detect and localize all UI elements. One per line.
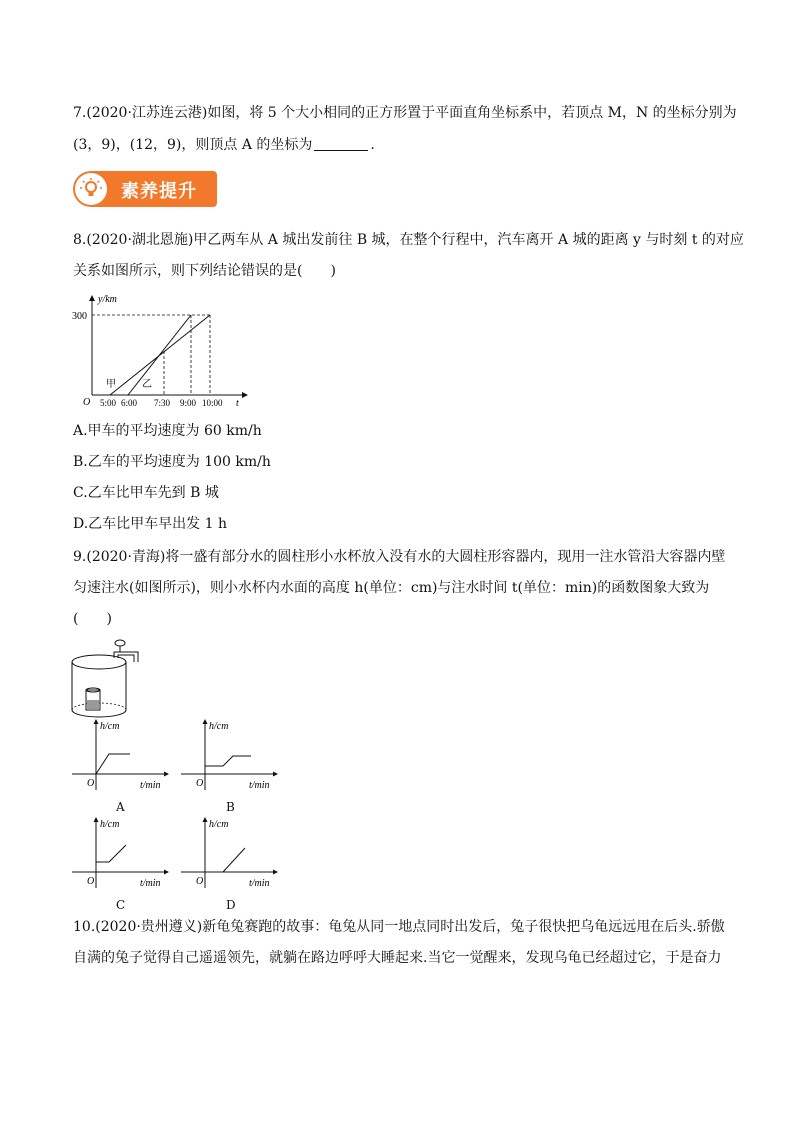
y-axis-label: h/cm [209, 819, 229, 830]
line-yi [128, 315, 191, 395]
lightbulb-icon [75, 173, 107, 205]
label-yi: 乙 [142, 379, 152, 390]
x-tick-500: 5:00 [100, 398, 117, 408]
graph-d-letter: D [226, 898, 236, 912]
graph-a-letter: A [116, 800, 125, 814]
q8-option-a: A.甲车的平均速度为 60 km/h [73, 423, 262, 439]
q7-line2 [73, 135, 375, 155]
x-tick-1000: 10:00 [202, 398, 223, 408]
x-axis-label: t/min [249, 878, 270, 889]
q8-line1: 8.(2020·湖北恩施)甲乙两车从 A 城出发前往 B 城，在整个行程中，汽车离开 A 城的距离 y 与时刻 t 的对应 [73, 232, 744, 248]
badge-label: 素养提升 [121, 181, 197, 202]
q10-line2: 自满的兔子觉得自己遥遥领先，就躺在路边呼呼大睡起来.当它一觉醒来，发现乌龟已经超过它，于是奋力 [73, 950, 722, 966]
graph-curve [223, 848, 245, 872]
q8-line2: 关系如图所示，则下列结论错误的是( ) [73, 263, 336, 279]
q8-graph [72, 290, 257, 410]
q9-graph-d [179, 814, 283, 892]
label-jia: 甲 [106, 379, 116, 390]
x-tick-730: 7:30 [154, 398, 171, 408]
x-tick-600: 6:00 [121, 398, 138, 408]
q7-line1: 7.(2020·江苏连云港)如图，将 5 个大小相同的正方形置于平面直角坐标系中，若顶点 M，N 的坐标分别为 [73, 105, 737, 121]
q8-option-b: B.乙车的平均速度为 100 km/h [73, 454, 271, 470]
section-badge [73, 171, 217, 207]
container-illustration [64, 634, 154, 720]
q8-option-c: C.乙车比甲车先到 B 城 [73, 485, 219, 501]
y-axis-label: h/cm [100, 819, 120, 830]
q9-graph-c [70, 814, 174, 892]
q8-option-d: D.乙车比甲车早出发 1 h [73, 516, 227, 532]
q10-line1: 10.(2020·贵州遵义)新龟兔赛跑的故事：龟兔从同一地点同时出发后，兔子很快把乌龟远远甩在后头.骄傲 [73, 919, 725, 935]
x-axis-label: t/min [140, 878, 161, 889]
q7-line2-end: . [370, 137, 375, 153]
origin-label: O [83, 397, 91, 408]
graph-b-letter: B [226, 800, 235, 814]
y-axis-label: h/cm [209, 721, 229, 732]
x-tick-900: 9:00 [180, 398, 197, 408]
graph-curve [96, 845, 126, 862]
graph-c-letter: C [116, 898, 126, 912]
x-axis-label: t/min [140, 780, 161, 791]
origin-label: O [87, 778, 95, 789]
q9-graph-b [179, 716, 283, 794]
origin-label: O [196, 876, 204, 887]
y-axis-label: y/km [98, 294, 117, 305]
q7-line2-text: (3，9)，(12，9)，则顶点 A 的坐标为 [73, 137, 313, 153]
y-tick-300: 300 [72, 311, 87, 322]
x-axis-label: t [236, 398, 239, 409]
graph-curve [205, 756, 251, 766]
origin-label: O [87, 876, 95, 887]
q9-line1: 9.(2020·青海)将一盛有部分水的圆柱形小水杯放入没有水的大圆柱形容器内，现用一注水管沿大容器内壁 [73, 549, 726, 565]
y-axis-label: h/cm [100, 721, 120, 732]
graph-curve [96, 754, 130, 774]
origin-label: O [196, 778, 204, 789]
q9-line2: 匀速注水(如图所示)，则小水杯内水面的高度 h(单位：cm)与注水时间 t(单位：min)的函数图象大致为 [73, 580, 710, 596]
q9-graph-a [70, 716, 174, 794]
answer-blank [314, 136, 368, 151]
x-axis-label: t/min [249, 780, 270, 791]
q9-line3: ( ) [73, 611, 112, 627]
